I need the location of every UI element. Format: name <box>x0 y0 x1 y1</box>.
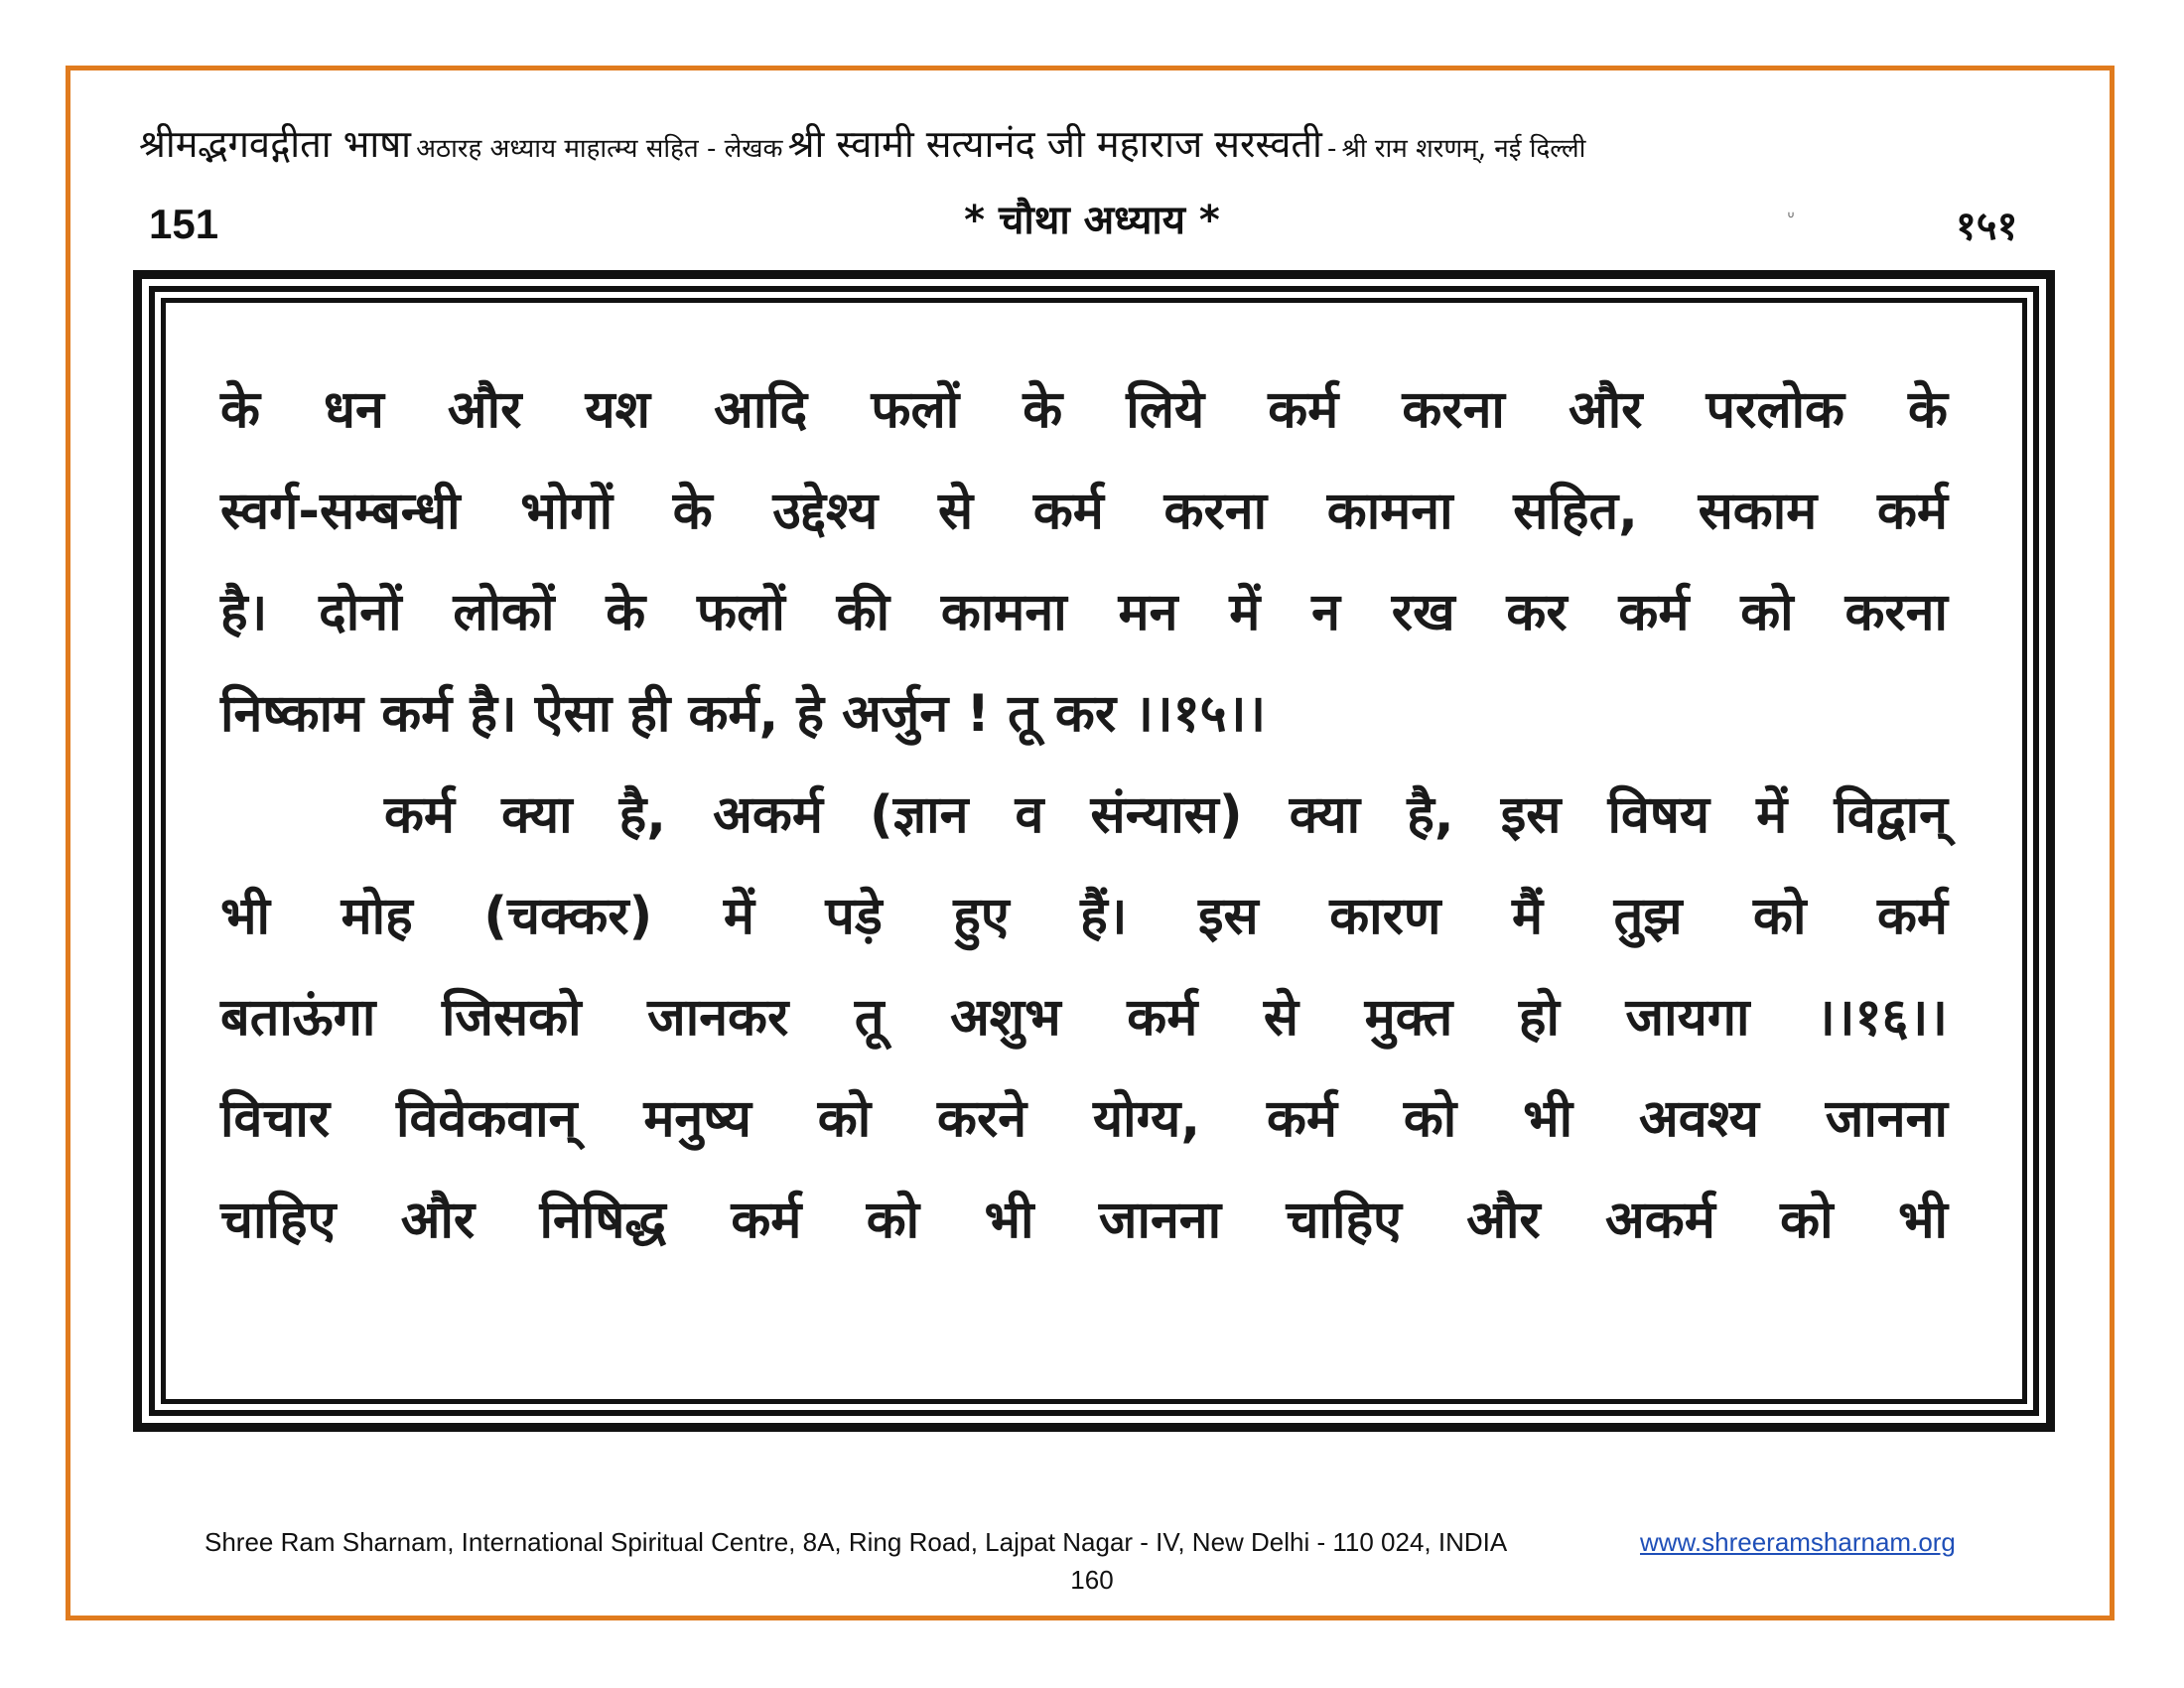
text-line: है। दोनों लोकों के फलों की कामना मन में न रख कर कर्म को करना <box>220 583 1948 642</box>
book-subtitle: अठारह अध्याय माहात्म्य सहित - लेखक <box>416 134 783 164</box>
text-line: स्वर्ग-सम्बन्धी भोगों के उद्देश्य से कर्म करना कामना सहित, सकाम कर्म <box>220 482 1948 541</box>
text-line: चाहिए और निषिद्ध कर्म को भी जानना चाहिए और अकर्म को भी <box>220 1191 1948 1250</box>
print-mark: ᐡ <box>1787 207 1795 230</box>
author-name: श्री स्वामी सत्यानंद जी महाराज सरस्वती <box>787 122 1322 166</box>
text-line: निष्काम कर्म है। ऐसा ही कर्म, हे अर्जुन ! तू कर ।।१५।। <box>220 684 1267 744</box>
publisher-name: श्री राम शरणम्, नई दिल्ली <box>1341 134 1586 164</box>
footer-address: Shree Ram Sharnam, International Spiritual Centre, 8A, Ring Road, Lajpat Nagar - IV, New Delhi - 110 024, INDIA <box>205 1527 1508 1557</box>
page-number-right: १५१ <box>1956 204 2018 249</box>
header-separator: - <box>1327 134 1337 164</box>
page-number-left: 151 <box>149 201 219 247</box>
footer-page-number: 160 <box>1070 1565 1114 1595</box>
text-line: विचार विवेकवान् मनुष्य को करने योग्य, कर्म को भी अवश्य जानना <box>220 1089 1948 1149</box>
book-title: श्रीमद्भगवद्गीता भाषा <box>139 122 412 166</box>
text-line: भी मोह (चक्कर) में पड़े हुए हैं। इस कारण मैं तुझ को कर्म <box>220 887 1948 946</box>
chapter-title: * चौथा अध्याय * <box>964 198 1220 243</box>
text-line: के धन और यश आदि फलों के लिये कर्म करना और परलोक के <box>220 380 1948 440</box>
running-header <box>139 117 2065 169</box>
text-line: बताऊंगा जिसको जानकर तू अशुभ कर्म से मुक्त हो जायगा ।।१६।। <box>220 988 1948 1048</box>
text-line: कर्म क्या है, अकर्म (ज्ञान व संन्यास) क्या है, इस विषय में विद्वान् <box>384 785 1948 845</box>
verse-text <box>220 359 1948 1271</box>
website-link[interactable]: www.shreeramsharnam.org <box>1640 1527 1956 1557</box>
